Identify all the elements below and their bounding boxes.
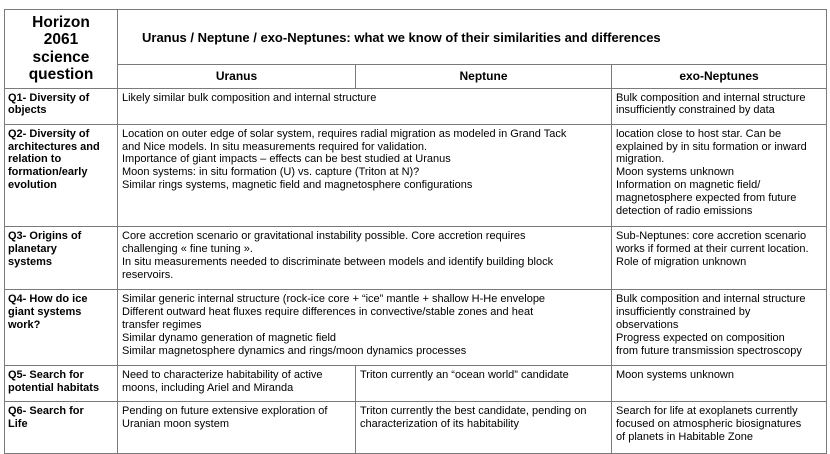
exo-neptunes-cell: Bulk composition and internal structure insufficiently constrained by observations Progress expected on composition from future transmission spectroscopy xyxy=(612,290,827,366)
table-row xyxy=(5,227,827,290)
uranus-neptune-cell: Likely similar bulk composition and internal structure xyxy=(118,88,612,124)
question-cell: Q1- Diversity of objects xyxy=(5,88,118,124)
question-cell: Q5- Search for potential habitats xyxy=(5,365,118,401)
question-cell: Q4- How do ice giant systems work? xyxy=(5,290,118,366)
column-header-exo-neptunes: exo-Neptunes xyxy=(612,64,827,88)
uranus-cell: Pending on future extensive exploration of Uranian moon system xyxy=(118,402,356,454)
table-title: Uranus / Neptune / exo-Neptunes: what we know of their similarities and differences xyxy=(118,10,827,65)
table-row xyxy=(5,365,827,401)
question-cell: Q3- Origins of planetary systems xyxy=(5,227,118,290)
question-cell: Q6- Search for Life xyxy=(5,402,118,454)
uranus-neptune-cell: Location on outer edge of solar system, requires radial migration as modeled in Grand Tack and Nice models. In situ measurements required for validation. Importance of giant impacts – effects can be best studied at Uranus Moon systems: in situ formation (U) vs. capture (Triton at N)? Similar rings systems, magnetic field and magnetosphere configurations xyxy=(118,124,612,226)
exo-neptunes-cell: Bulk composition and internal structure insufficiently constrained by data xyxy=(612,88,827,124)
column-header-uranus: Uranus xyxy=(118,64,356,88)
table-row xyxy=(5,88,827,124)
uranus-cell: Need to characterize habitability of active moons, including Ariel and Miranda xyxy=(118,365,356,401)
column-header-neptune: Neptune xyxy=(356,64,612,88)
table-row xyxy=(5,124,827,226)
neptune-cell: Triton currently an “ocean world” candidate xyxy=(356,365,612,401)
uranus-neptune-cell: Core accretion scenario or gravitational instability possible. Core accretion requires challenging « fine tuning ». In situ measurements needed to discriminate between models and identify building block reservoirs. xyxy=(118,227,612,290)
exo-neptunes-cell: Sub-Neptunes: core accretion scenario works if formed at their current location. Role of migration unknown xyxy=(612,227,827,290)
exo-neptunes-cell: location close to host star. Can be explained by in situ formation or inward migration. Moon systems unknown Information on magnetic field/ magnetosphere expected from future detection of radio emissions xyxy=(612,124,827,226)
table-row xyxy=(5,290,827,366)
exo-neptunes-cell: Search for life at exoplanets currently focused on atmospheric biosignatures of planets in Habitable Zone xyxy=(612,402,827,454)
table-row xyxy=(5,402,827,454)
neptune-cell: Triton currently the best candidate, pending on characterization of its habitability xyxy=(356,402,612,454)
question-cell: Q2- Diversity of architectures and relation to formation/early evolution xyxy=(5,124,118,226)
exo-neptunes-cell: Moon systems unknown xyxy=(612,365,827,401)
uranus-neptune-cell: Similar generic internal structure (rock-ice core + “ice” mantle + shallow H-He envelope Different outward heat fluxes require differences in convective/stable zones and heat transfer regimes Similar dynamo generation of magnetic field Similar magnetosphere dynamics and rings/moon dynamics processes xyxy=(118,290,612,366)
comparison-table xyxy=(4,9,827,454)
corner-header: Horizon 2061 science question xyxy=(5,10,118,89)
